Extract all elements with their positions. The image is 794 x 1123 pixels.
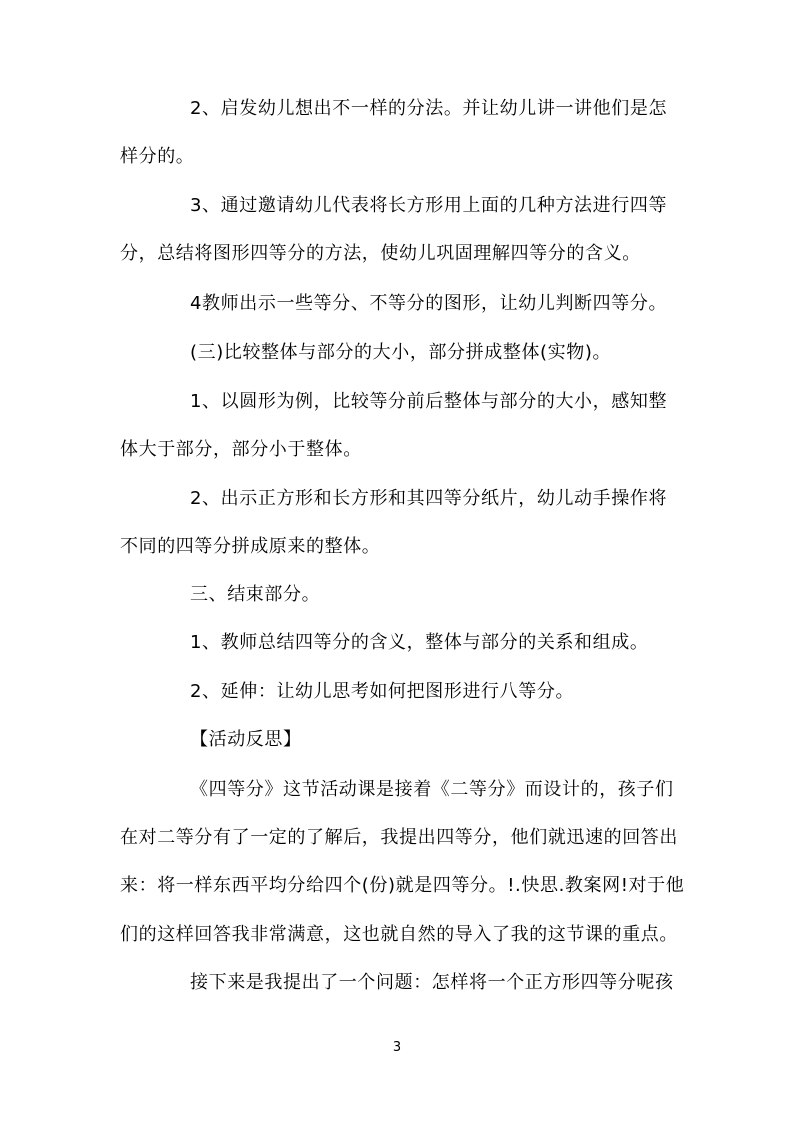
- section-heading: (三)比较整体与部分的大小，部分拼成整体(实物)。: [190, 342, 612, 363]
- paragraph-line: 1、教师总结四等分的含义，整体与部分的关系和组成。: [190, 632, 649, 653]
- paragraph-line: 2、出示正方形和长方形和其四等分纸片，幼儿动手操作将: [190, 488, 668, 509]
- paragraph-line: 接下来是我提出了一个问题：怎样将一个正方形四等分呢孩: [190, 972, 674, 993]
- paragraph-line: 1、以圆形为例，比较等分前后整体与部分的大小，感知整: [190, 391, 668, 412]
- section-heading: 三、结束部分。: [190, 584, 321, 605]
- paragraph-line: 2、启发幼儿想出不一样的分法。并让幼儿讲一讲他们是怎: [190, 98, 668, 119]
- paragraph-line: 在对二等分有了一定的了解后，我提出四等分，他们就迅速的回答出: [120, 827, 678, 848]
- page-number: 3: [392, 1040, 402, 1055]
- paragraph-line: 2、延伸：让幼儿思考如何把图形进行八等分。: [190, 681, 575, 702]
- paragraph-line: 样分的。: [120, 146, 195, 167]
- paragraph-line: 《四等分》这节活动课是接着《二等分》而设计的，孩子们: [190, 779, 674, 800]
- paragraph-line: 不同的四等分拼成原来的整体。: [120, 536, 381, 557]
- section-heading: 【活动反思】: [190, 729, 302, 750]
- paragraph-line: 4教师出示一些等分、不等分的图形，让幼儿判断四等分。: [190, 293, 668, 314]
- paragraph-line: 来：将一样东西平均分给四个(份)就是四等分。!.快思.教案网!对于他: [120, 875, 685, 896]
- paragraph-line: 分，总结将图形四等分的方法，使幼儿巩固理解四等分的含义。: [120, 243, 641, 264]
- paragraph-line: 3、通过邀请幼儿代表将长方形用上面的几种方法进行四等: [190, 195, 668, 216]
- paragraph-line: 体大于部分，部分小于整体。: [120, 439, 362, 460]
- paragraph-line: 们的这样回答我非常满意，这也就自然的导入了我的这节课的重点。: [120, 924, 678, 945]
